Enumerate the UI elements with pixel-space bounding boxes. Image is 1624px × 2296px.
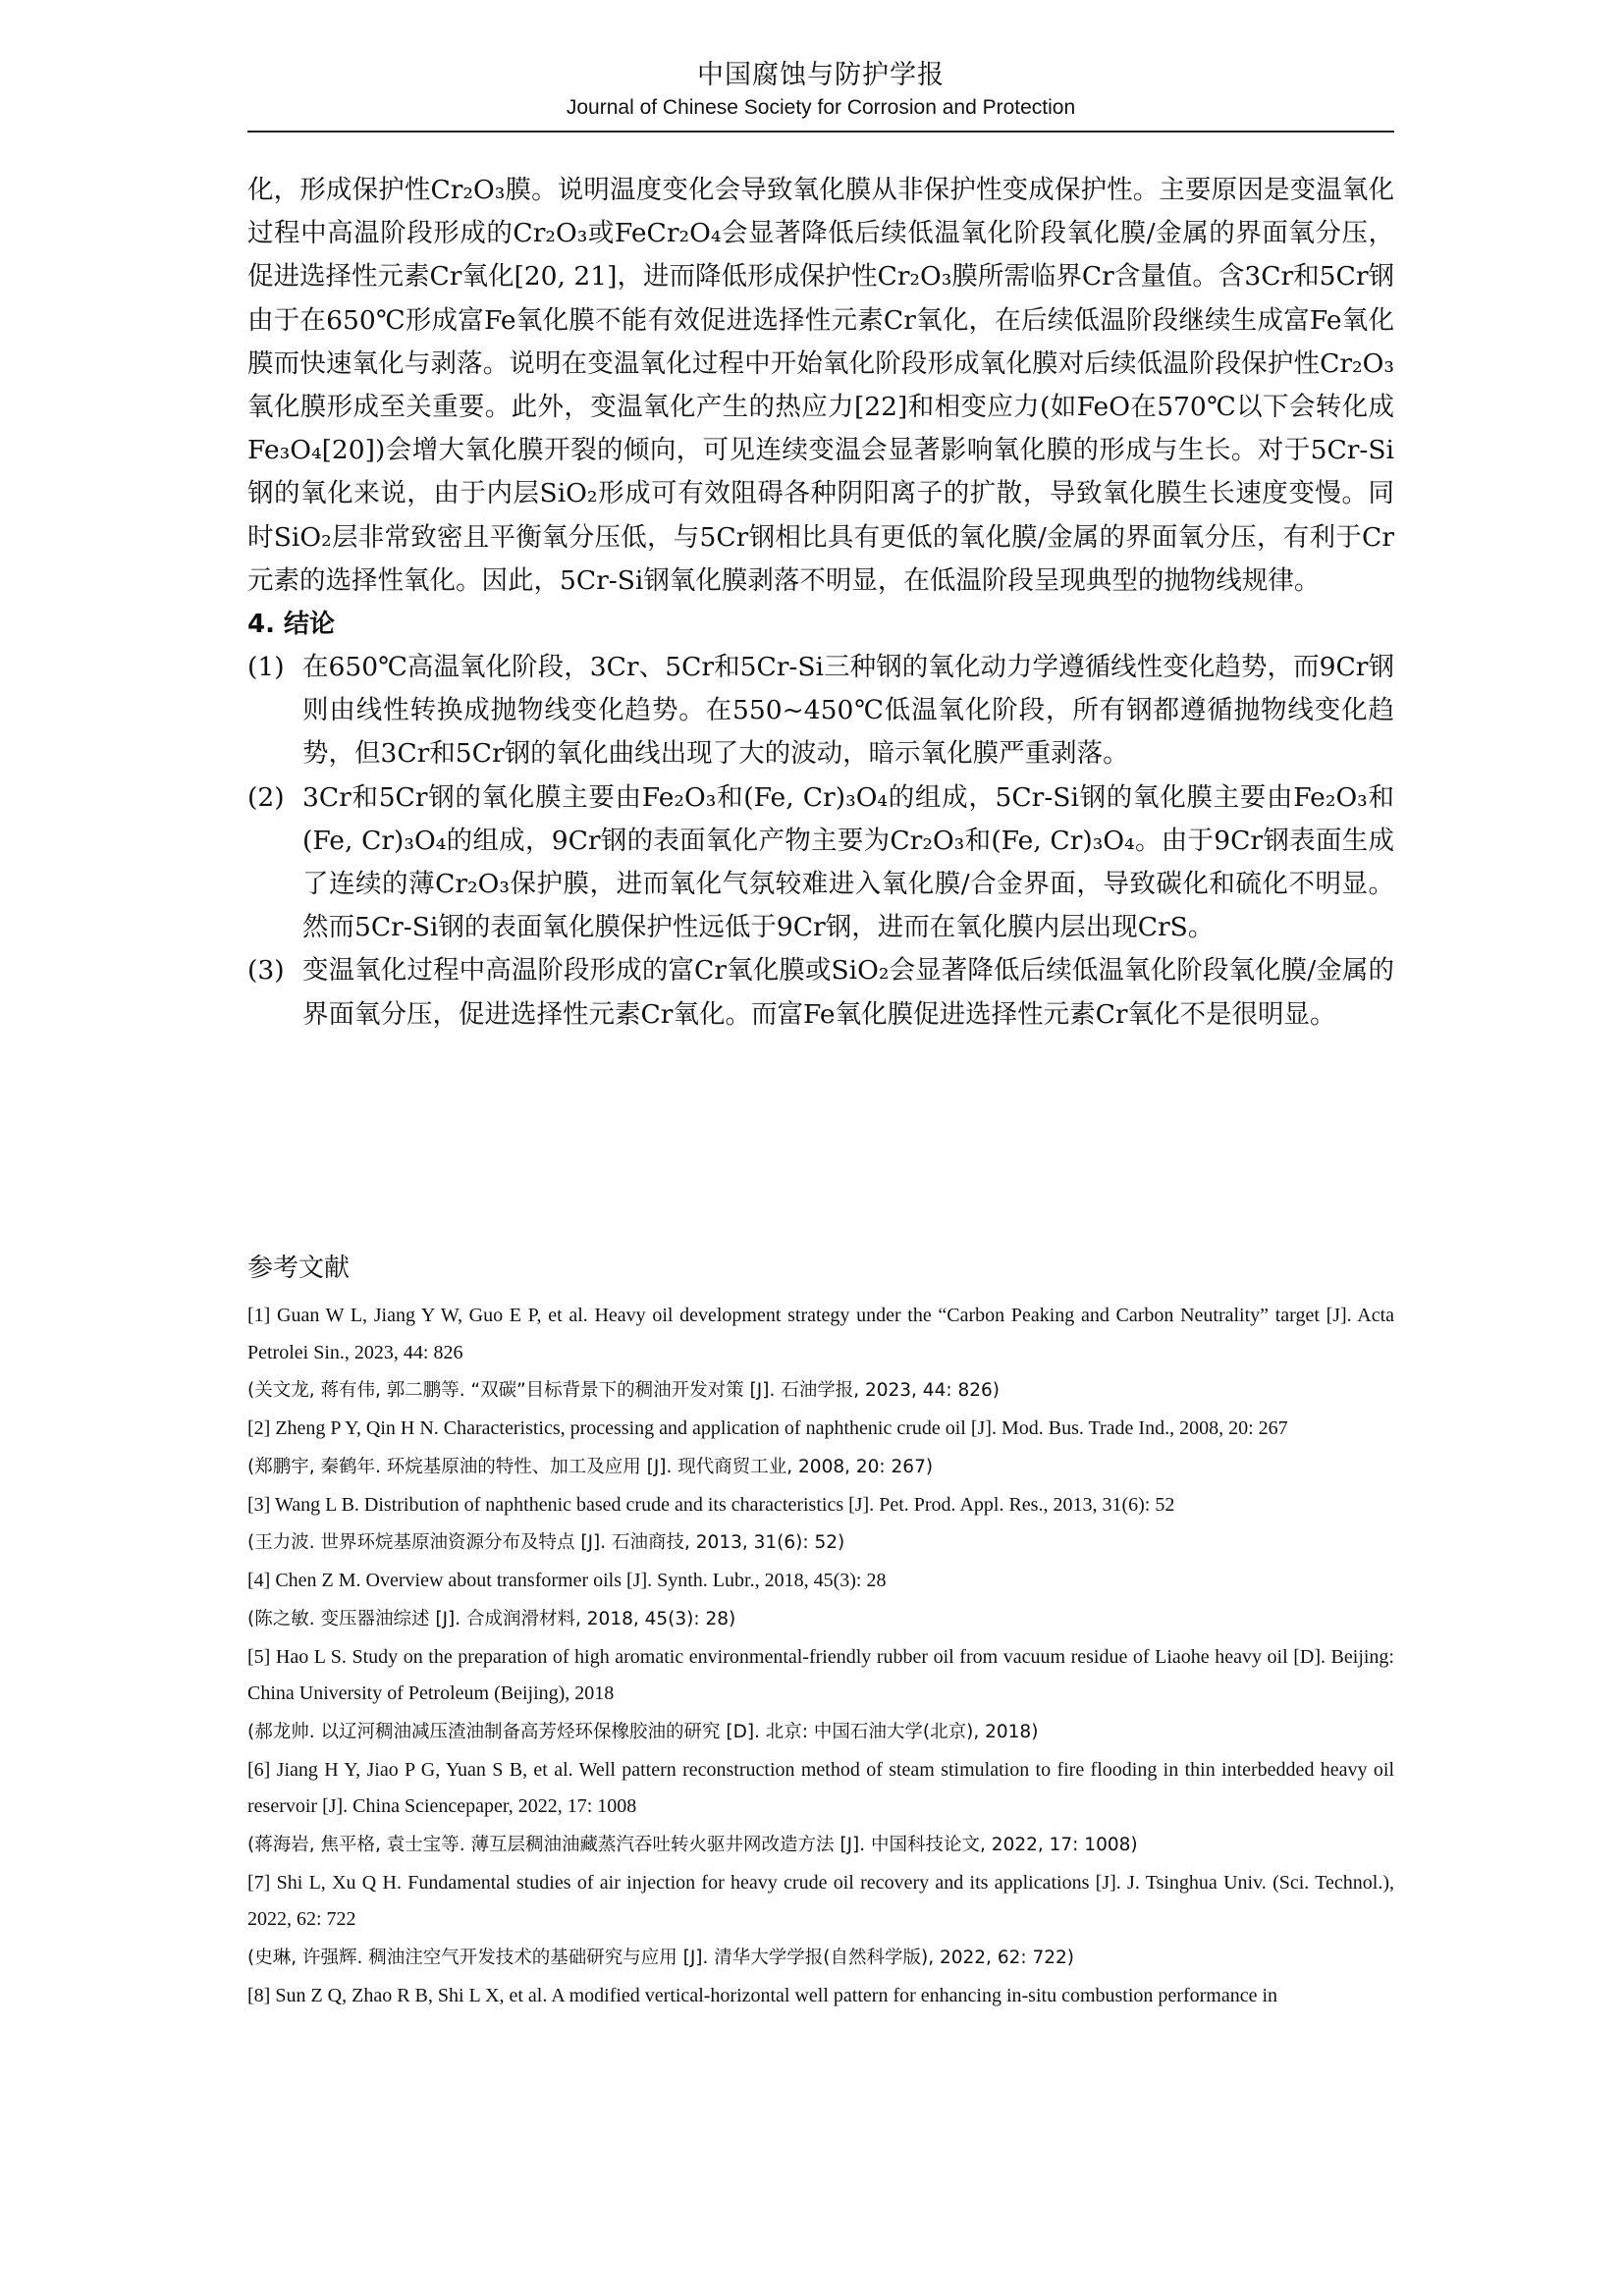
conclusion-text: 在650℃高温氧化阶段，3Cr、5Cr和5Cr-Si三种钢的氧化动力学遵循线性变化趋势，而9Cr钢则由线性转换成抛物线变化趋势。在550~450℃低温氧化阶段，所有钢都遵循抛物线变化趋势，但3Cr和5Cr钢的氧化曲线出现了大的波动，暗示氧化膜严重剥落。 (302, 652, 1394, 770)
reference-entry-cn: (陈之敏. 变压器油综述 [J]. 合成润滑材料, 2018, 45(3): 28) (247, 1608, 736, 1629)
reference-entry-cn: (史琳, 许强辉. 稠油注空气开发技术的基础研究与应用 [J]. 清华大学学报(自然科学版), 2022, 62: 722) (247, 1947, 1074, 1968)
reference-entry-cn: (郝龙帅. 以辽河稠油减压渣油制备高芳烃环保橡胶油的研究 [D]. 北京: 中国石油大学(北京), 2018) (247, 1721, 1039, 1742)
conclusion-item (247, 646, 1394, 776)
conclusion-text: 变温氧化过程中高温阶段形成的富Cr氧化膜或SiO₂会显著降低后续低温氧化阶段氧化膜/金属的界面氧分压，促进选择性元素Cr氧化。而富Fe氧化膜促进选择性元素Cr氧化不是很明显。 (302, 955, 1394, 1030)
running-header (247, 57, 1394, 122)
conclusion-item (247, 776, 1394, 950)
article-body (247, 169, 1394, 1037)
reference-entry: [8] Sun Z Q, Zhao R B, Shi L X, et al. A modified vertical-horizontal well pattern for enhancing in-situ combustion performance in (247, 1984, 1278, 2006)
journal-title-en: Journal of Chinese Society for Corrosion and Protection (566, 96, 1076, 119)
conclusion-number: (1) (247, 652, 285, 683)
reference-entry: [4] Chen Z M. Overview about transformer oils [J]. Synth. Lubr., 2018, 45(3): 28 (247, 1570, 887, 1591)
references-section (247, 1247, 1394, 2014)
reference-entry: [7] Shi L, Xu Q H. Fundamental studies of air injection for heavy crude oil recovery and its applications [J]. J. Tsinghua Univ. (Sci. Technol.), 2022, 62: 722 (247, 1871, 1394, 1930)
references-title: 参考文献 (247, 1254, 351, 1283)
conclusion-number: (2) (247, 781, 285, 813)
conclusion-number: (3) (247, 955, 285, 987)
header-divider (247, 131, 1394, 133)
discussion-paragraph: 化，形成保护性Cr₂O₃膜。说明温度变化会导致氧化膜从非保护性变成保护性。主要原因是变温氧化过程中高温阶段形成的Cr₂O₃或FeCr₂O₄会显著降低后续低温氧化阶段氧化膜/金属的界面氧分压，促进选择性元素Cr氧化[20, 21]，进而降低形成保护性Cr₂O₃膜所需临界Cr含量值。含3Cr和5Cr钢由于在650℃形成富Fe氧化膜不能有效促进选择性元素Cr氧化，在后续低温阶段继续生成富Fe氧化膜而快速氧化与剥落。说明在变温氧化过程中开始氧化阶段形成氧化膜对后续低温阶段保护性Cr₂O₃氧化膜形成至关重要。此外，变温氧化产生的热应力[22]和相变应力(如FeO在570℃以下会转化成Fe₃O₄[20])会增大氧化膜开裂的倾向，可见连续变温会显著影响氧化膜的形成与生长。对于5Cr-Si钢的氧化来说，由于内层SiO₂形成可有效阻碍各种阴阳离子的扩散，导致氧化膜生长速度变慢。同时SiO₂层非常致密且平衡氧分压低，与5Cr钢相比具有更低的氧化膜/金属的界面氧分压，有利于Cr元素的选择性氧化。因此，5Cr-Si钢氧化膜剥落不明显，在低温阶段呈现典型的抛物线规律。 (247, 175, 1394, 596)
reference-entry: [5] Hao L S. Study on the preparation of high aromatic environmental-friendly rubber oil from vacuum residue of Liaohe heavy oil [D]. Beijing: China University of Petroleum (Beijing), 2018 (247, 1645, 1394, 1704)
conclusion-text: 3Cr和5Cr钢的氧化膜主要由Fe₂O₃和(Fe, Cr)₃O₄的组成，5Cr-Si钢的氧化膜主要由Fe₂O₃和(Fe, Cr)₃O₄的组成，9Cr钢的表面氧化产物主要为Cr₂O₃和(Fe, Cr)₃O₄。由于9Cr钢表面生成了连续的薄Cr₂O₃保护膜，进而氧化气氛较难进入氧化膜/合金界面，导致碳化和硫化不明显。然而5Cr-Si钢的表面氧化膜保护性远低于9Cr钢，进而在氧化膜内层出现CrS。 (302, 781, 1394, 943)
reference-entry: [1] Guan W L, Jiang Y W, Guo E P, et al. Heavy oil development strategy under the “Carbon Peaking and Carbon Neutrality” target [J]. Acta Petrolei Sin., 2023, 44: 826 (247, 1305, 1394, 1363)
journal-title-cn: 中国腐蚀与防护学报 (697, 60, 945, 90)
conclusion-item (247, 949, 1394, 1036)
reference-entry-cn: (关文龙, 蒋有伟, 郭二鹏等. “双碳”目标背景下的稠油开发对策 [J]. 石油学报, 2023, 44: 826) (247, 1380, 1000, 1401)
reference-entry: [6] Jiang H Y, Jiao P G, Yuan S B, et al. Well pattern reconstruction method of steam stimulation to fire flooding in thin interbedded heavy oil reservoir [J]. China Sciencepaper, 2022, 17: 1008 (247, 1758, 1394, 1817)
reference-entry: [2] Zheng P Y, Qin H N. Characteristics, processing and application of naphthenic crude oil [J]. Mod. Bus. Trade Ind., 2008, 20: 267 (247, 1417, 1288, 1439)
reference-entry-cn: (郑鹏宇, 秦鹤年. 环烷基原油的特性、加工及应用 [J]. 现代商贸工业, 2008, 20: 267) (247, 1456, 934, 1477)
reference-entry-cn: (蒋海岩, 焦平格, 袁士宝等. 薄互层稠油油藏蒸汽吞吐转火驱井网改造方法 [J]. 中国科技论文, 2022, 17: 1008) (247, 1834, 1138, 1855)
reference-entry-cn: (王力波. 世界环烷基原油资源分布及特点 [J]. 石油商技, 2013, 31(6): 52) (247, 1532, 845, 1553)
reference-entry: [3] Wang L B. Distribution of naphthenic based crude and its characteristics [J]. Pet. Prod. Appl. Res., 2013, 31(6): 52 (247, 1493, 1175, 1516)
section-title-conclusions: 4. 结论 (247, 610, 336, 640)
